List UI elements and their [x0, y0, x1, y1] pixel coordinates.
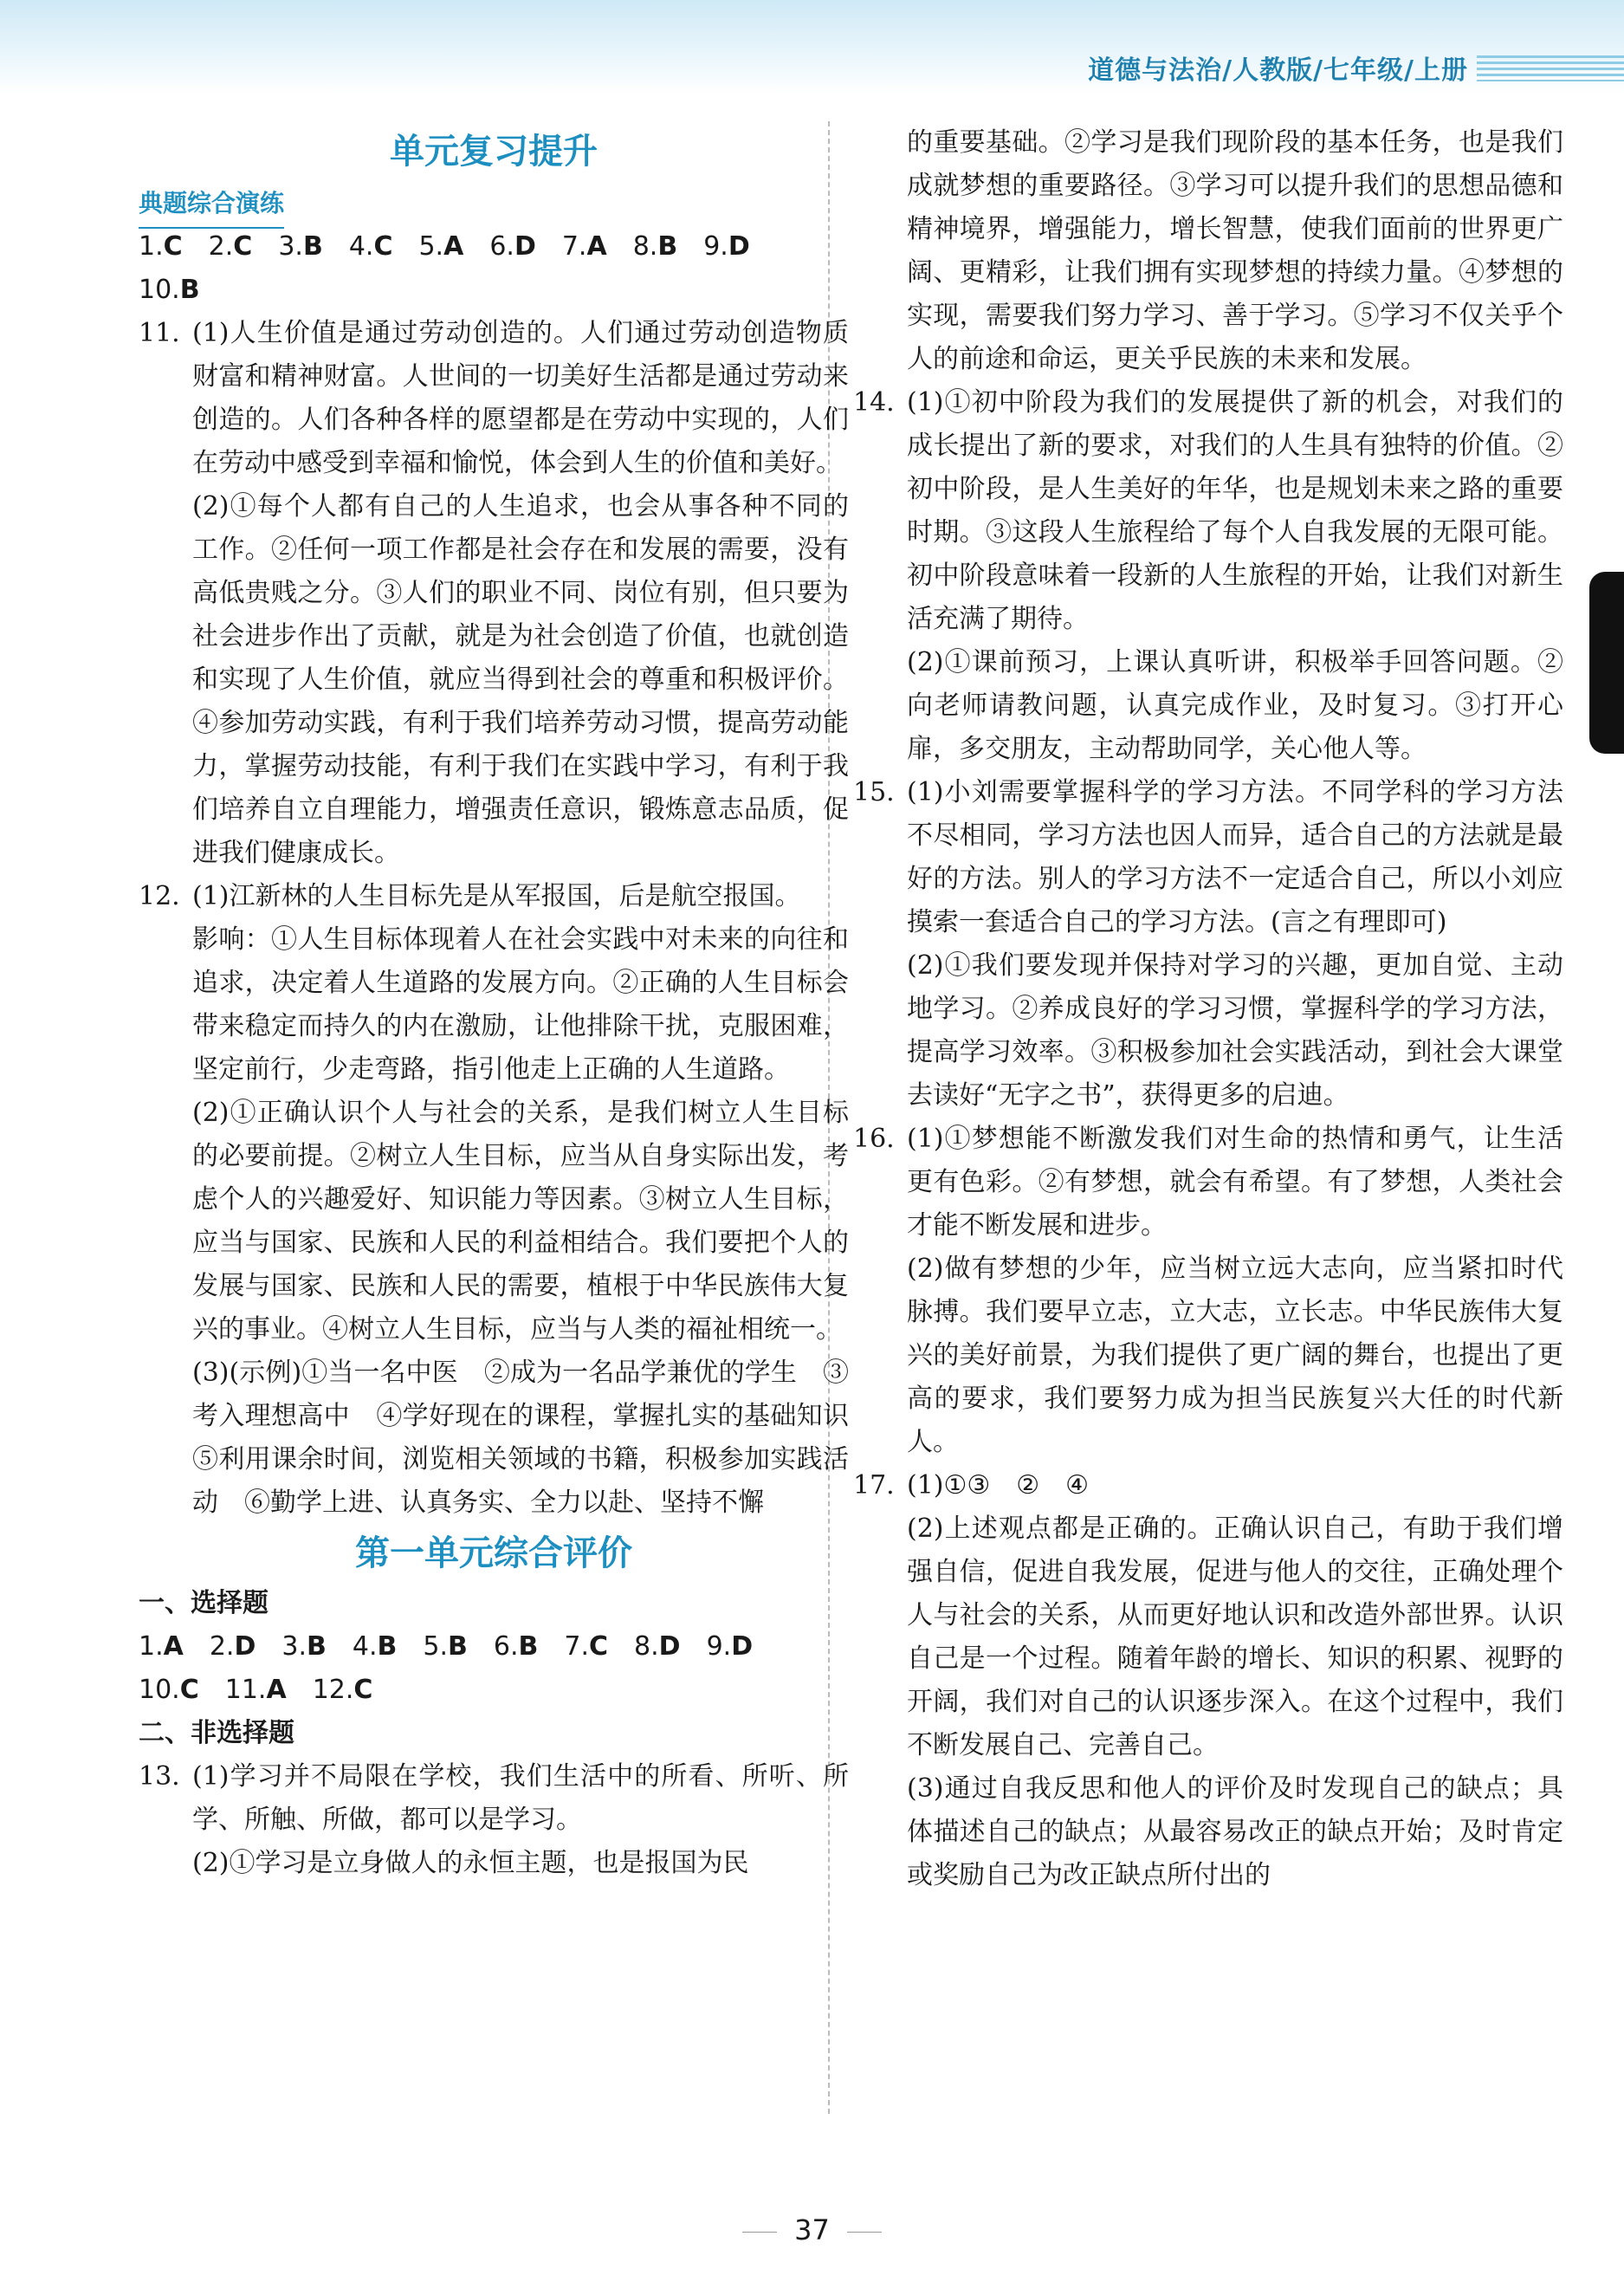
mc-number: 10.	[139, 275, 180, 305]
edge-ink-mark	[1589, 572, 1624, 754]
mc-answer	[225, 1669, 287, 1712]
mc-answers-row-2	[139, 269, 849, 312]
mc-letter: A	[266, 1675, 287, 1705]
mc-number: 9.	[703, 231, 728, 262]
answer-paragraph: 的重要基础。②学习是我们现阶段的基本任务，也是我们成就梦想的重要路径。③学习可以提升我们的思想品德和精神境界，增强能力，增长智慧，使我们面前的世界更广阔、更精彩，让我们拥有实现梦想的持续力量。④梦想的实现，需要我们努力学习、善于学习。⑤学习不仅关乎个人的前途和命运，更关乎民族的未来和发展。	[907, 127, 1563, 374]
mc-letter: C	[589, 1631, 609, 1662]
mc-number: 3.	[281, 1631, 307, 1662]
mc-number: 8.	[632, 231, 658, 262]
answer-paragraph: (3)通过自我反思和他人的评价及时发现自己的缺点；具体描述自己的缺点；从最容易改正的缺点开始；及时肯定或奖励自己为改正缺点所付出的	[907, 1773, 1563, 1890]
answer-paragraph: 影响：①人生目标体现着人在社会实践中对未来的向往和追求，决定着人生道路的发展方向。②正确的人生目标会带来稳定而持久的内在激励，让他排除干扰，克服困难，坚定前行，少走弯路，指引他走上正确的人生道路。	[192, 924, 849, 1085]
mc-number: 6.	[493, 1631, 519, 1662]
mc-answers-row-3	[139, 1625, 849, 1669]
answer-paragraph: (1)江新林的人生目标先是从军报国，后是航空报国。	[192, 881, 801, 911]
question-14	[853, 381, 1563, 771]
answer-paragraph: (1)人生价值是通过劳动创造的。人们通过劳动创造物质财富和精神财富。人世间的一切美好生活都是通过劳动来创造的。人们各种各样的愿望都是在劳动中实现的，人们在劳动中感受到幸福和愉悦，体会到人生的价值和美好。	[192, 318, 849, 478]
part-heading-nonchoice: 二、非选择题	[139, 1718, 294, 1748]
question-17	[853, 1464, 1563, 1897]
mc-answer	[418, 225, 463, 269]
answer-paragraph: (2)①正确认识个人与社会的关系，是我们树立人生目标的必要前提。②树立人生目标，应当从自身实际出发，考虑个人的兴趣爱好、知识能力等因素。③树立人生目标，应当与国家、民族和人民的利益相结合。我们要把个人的发展与国家、民族和人民的需要，植根于中华民族伟大复兴的事业。④树立人生目标，应当与人类的福祉相统一。	[192, 1098, 849, 1345]
book-title: 道德与法治/人教版/七年级/上册	[1088, 55, 1468, 86]
mc-answer	[281, 1625, 327, 1669]
question-15	[853, 771, 1563, 1118]
answer-paragraph: (2)①学习是立身做人的永恒主题，也是报国为民	[192, 1848, 749, 1878]
mc-letter: C	[373, 231, 393, 262]
mc-answer	[703, 225, 750, 269]
mc-letter: A	[586, 231, 607, 262]
mc-answer	[423, 1625, 468, 1669]
mc-letter: D	[658, 1631, 681, 1662]
answer-paragraph: (2)①每个人都有自己的人生追求，也会从事各种不同的工作。②任何一项工作都是社会存在和发展的需要，没有高低贵贱之分。③人们的职业不同、岗位有别，但只要为社会进步作出了贡献，就是为社会创造了价值，也就创造和实现了人生价值，就应当得到社会的尊重和积极评价。④参加劳动实践，有利于我们培养劳动习惯，提高劳动能力，掌握劳动技能，有利于我们在实践中学习，有利于我们培养自立自理能力，增强责任意识，锻炼意志品质，促进我们健康成长。	[192, 491, 849, 868]
mc-answer	[139, 1669, 199, 1712]
mc-letter: B	[448, 1631, 468, 1662]
mc-number: 6.	[489, 231, 514, 262]
mc-answer	[489, 225, 536, 269]
page-number: 37	[0, 2213, 1624, 2246]
mc-letter: C	[353, 1675, 373, 1705]
question-number: 11.	[139, 318, 180, 348]
answer-paragraph: (2)上述观点都是正确的。正确认识自己，有助于我们增强自信，促进自我发展，促进与他人的交往，正确处理个人与社会的关系，从而更好地认识和改造外部世界。认识自己是一个过程。随着年龄的增长、知识的积累、视野的开阔，我们对自己的认识逐步深入。在这个过程中，我们不断发展自己、完善自己。	[907, 1513, 1563, 1760]
answer-paragraph: (2)①我们要发现并保持对学习的兴趣，更加自觉、主动地学习。②养成良好的学习习惯，掌握科学的学习方法，提高学习效率。③积极参加社会实践活动，到社会大课堂去读好“无字之书”，获得更多的启迪。	[907, 950, 1563, 1111]
question-13	[139, 1755, 849, 1885]
answer-paragraph: (1)学习并不局限在学校，我们生活中的所看、所听、所学、所触、所做，都可以是学习。	[192, 1761, 849, 1835]
mc-number: 5.	[418, 231, 444, 262]
mc-answer	[139, 1625, 184, 1669]
answer-paragraph: (1)①初中阶段为我们的发展提供了新的机会，对我们的成长提出了新的要求，对我们的人生具有独特的价值。②初中阶段，是人生美好的年华，也是规划未来之路的重要时期。③这段人生旅程给了每个人自我发展的无限可能。初中阶段意味着一段新的人生旅程的开始，让我们对新生活充满了期待。	[907, 387, 1563, 634]
mc-answer	[634, 1625, 681, 1669]
mc-answers-row-4	[139, 1669, 849, 1712]
question-number: 17.	[853, 1470, 895, 1500]
question-11	[139, 312, 849, 875]
mc-letter: C	[163, 231, 183, 262]
mc-letter: B	[377, 1631, 398, 1662]
mc-answer	[707, 1625, 754, 1669]
mc-number: 10.	[139, 1675, 180, 1705]
mc-letter: D	[234, 1631, 256, 1662]
mc-number: 11.	[224, 1675, 267, 1705]
mc-letter: A	[163, 1631, 184, 1662]
mc-answer	[349, 225, 393, 269]
answer-paragraph: (1)①梦想能不断激发我们对生命的热情和勇气，让生活更有色彩。②有梦想，就会有希望。有了梦想，人类社会才能不断发展和进步。	[907, 1124, 1563, 1241]
mc-number: 3.	[278, 231, 303, 262]
mc-number: 5.	[423, 1631, 448, 1662]
decorative-stripes	[1477, 55, 1624, 81]
answer-paragraph: (1)①③ ② ④	[907, 1470, 1090, 1500]
mc-answer	[210, 1625, 256, 1669]
mc-answer	[278, 225, 323, 269]
answer-paragraph: (1)小刘需要掌握科学的学习方法。不同学科的学习方法不尽相同，学习方法也因人而异，适合自己的方法就是最好的方法。别人的学习方法不一定适合自己，所以小刘应摸索一套适合自己的学习方法。(言之有理即可)	[907, 777, 1563, 937]
subhead-practice: 典题综合演练	[139, 182, 284, 229]
mc-number: 2.	[209, 1631, 235, 1662]
mc-number: 4.	[352, 1631, 378, 1662]
subhead-row	[139, 182, 849, 225]
section-title-evaluation: 第一单元综合评价	[355, 1533, 632, 1573]
mc-number: 7.	[561, 231, 587, 262]
question-13-continued	[853, 121, 1563, 381]
mc-letter: C	[233, 231, 253, 262]
mc-answer	[353, 1625, 398, 1669]
mc-letter: B	[657, 231, 678, 262]
section-title-review: 单元复习提升	[390, 132, 598, 172]
question-number: 14.	[853, 387, 895, 418]
mc-answer	[633, 225, 678, 269]
mc-answer	[139, 225, 183, 269]
mc-answer	[139, 269, 200, 312]
mc-number: 7.	[564, 1631, 589, 1662]
answer-paragraph: (2)做有梦想的少年，应当树立远大志向，应当紧扣时代脉搏。我们要早立志，立大志，立长志。中华民族伟大复兴的美好前景，为我们提供了更广阔的舞台，也提出了更高的要求，我们要努力成为担当民族复兴大任的时代新人。	[907, 1254, 1563, 1457]
answer-paragraph: (2)①课前预习，上课认真听讲，积极举手回答问题。②向老师请教问题，认真完成作业，及时复习。③打开心扉，多交朋友，主动帮助同学，关心他人等。	[907, 647, 1563, 764]
question-16	[853, 1118, 1563, 1464]
question-number: 13.	[139, 1761, 180, 1792]
mc-number: 8.	[634, 1631, 659, 1662]
mc-letter: D	[731, 1631, 754, 1662]
mc-letter: A	[443, 231, 464, 262]
mc-answer	[313, 1669, 373, 1712]
mc-answer	[494, 1625, 539, 1669]
mc-letter: D	[728, 231, 750, 262]
mc-number: 1.	[139, 231, 164, 262]
right-column	[853, 121, 1563, 1897]
question-number: 15.	[853, 777, 895, 807]
header-banner	[0, 0, 1624, 94]
answer-paragraph: (3)(示例)①当一名中医 ②成为一名品学兼优的学生 ③考入理想高中 ④学好现在的课程，掌握扎实的基础知识 ⑤利用课余时间，浏览相关领域的书籍，积极参加实践活动 ⑥勤学上进、认真务实、全力以赴、坚持不懈	[192, 1358, 875, 1518]
mc-number: 12.	[312, 1675, 354, 1705]
mc-answer	[564, 1625, 608, 1669]
mc-number: 4.	[348, 231, 374, 262]
mc-number: 1.	[139, 1631, 164, 1662]
question-number: 12.	[139, 881, 180, 911]
mc-letter: B	[302, 231, 323, 262]
part-heading-choice: 一、选择题	[139, 1588, 269, 1618]
mc-letter: B	[307, 1631, 327, 1662]
mc-letter: B	[179, 275, 200, 305]
mc-letter: C	[179, 1675, 199, 1705]
mc-answers-row-1	[139, 225, 849, 269]
mc-answer	[209, 225, 253, 269]
mc-number: 2.	[208, 231, 234, 262]
question-number: 16.	[853, 1124, 895, 1154]
mc-letter: B	[518, 1631, 539, 1662]
mc-letter: D	[514, 231, 536, 262]
mc-answer	[562, 225, 607, 269]
mc-number: 9.	[706, 1631, 732, 1662]
